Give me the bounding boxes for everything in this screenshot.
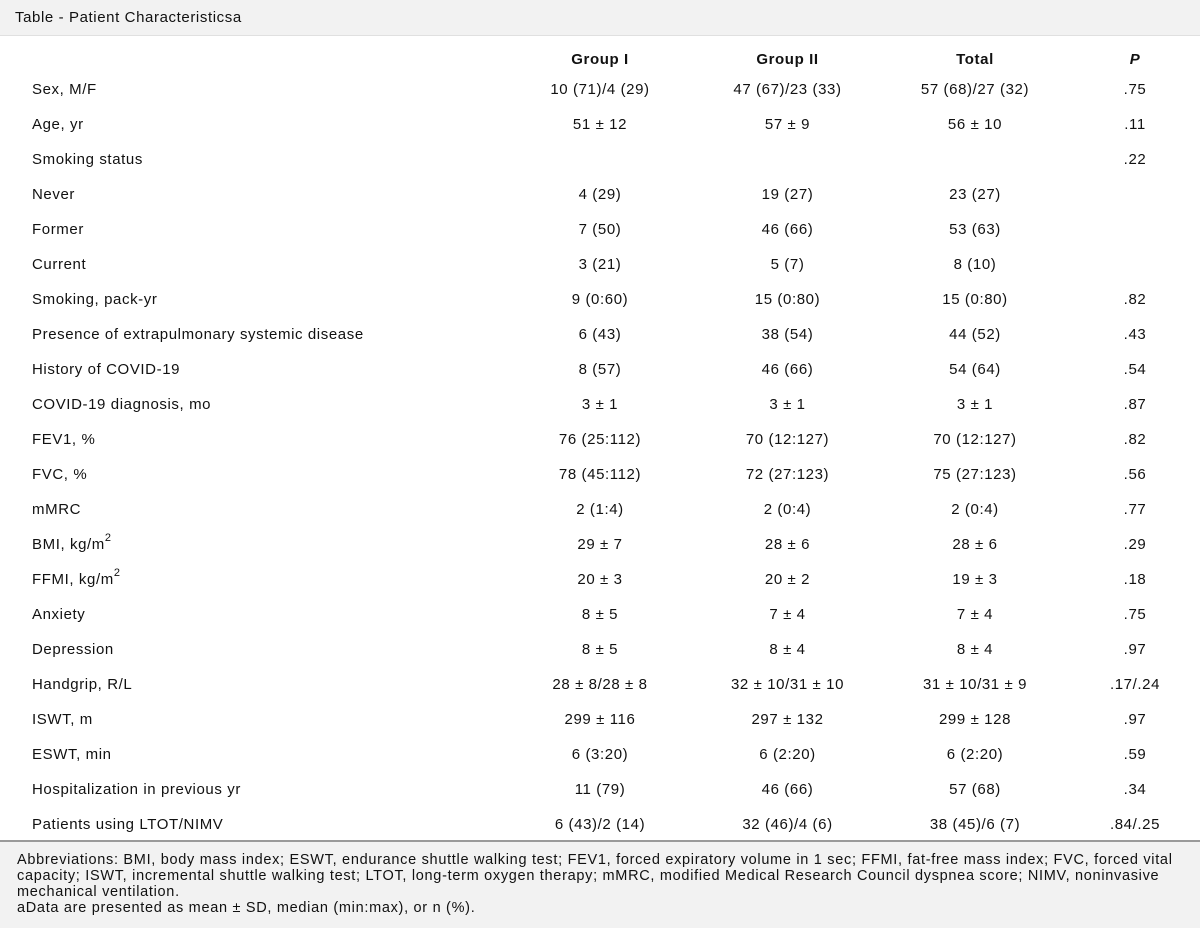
p-value: .82: [1123, 431, 1147, 448]
group-1-value: 6 (43): [578, 326, 622, 343]
row-label: [0, 212, 505, 247]
row-label-text: Age, yr: [32, 116, 84, 133]
group-2-value: 32 (46)/4 (6): [742, 816, 833, 833]
table-row: [0, 107, 1200, 142]
row-label-text: COVID-19 diagnosis, mo: [32, 396, 212, 413]
p-value: .18: [1123, 571, 1147, 588]
row-label-text: ESWT, min: [32, 746, 112, 763]
group-2-value: 57 ± 9: [764, 116, 811, 133]
row-label: [0, 247, 505, 282]
group-2-value: 46 (66): [761, 361, 814, 378]
p-value: .22: [1123, 151, 1147, 168]
row-label-text: Patients using LTOT/NIMV: [32, 816, 224, 833]
total-value: 38 (45)/6 (7): [929, 816, 1021, 833]
row-label: [0, 387, 505, 422]
group-2-value: 5 (7): [770, 256, 805, 273]
total-value: 75 (27:123): [933, 466, 1017, 483]
column-header-label: [0, 36, 505, 72]
group-1-value: 78 (45:112): [558, 466, 642, 483]
total-value: 6 (2:20): [946, 746, 1004, 763]
total-value: 8 ± 4: [956, 641, 994, 658]
group-1-value: 9 (0:60): [571, 291, 629, 308]
group-1-value: 28 ± 8/28 ± 8: [552, 676, 648, 693]
p-value: .54: [1123, 361, 1147, 378]
table-row: [0, 142, 1200, 177]
total-value: 23 (27): [949, 186, 1001, 203]
group-1-value: 6 (3:20): [571, 746, 629, 763]
p-value: .56: [1123, 466, 1147, 483]
row-label-superscript: 2: [104, 532, 112, 544]
p-value: .97: [1123, 641, 1147, 658]
row-label: [0, 632, 505, 667]
table-row: [0, 457, 1200, 492]
total-value: 57 (68)/27 (32): [920, 81, 1030, 98]
group-2-value: 7 ± 4: [769, 606, 806, 623]
group-2-value: 46 (66): [761, 781, 814, 798]
total-value: 15 (0:80): [942, 291, 1008, 308]
table-row: [0, 177, 1200, 212]
p-value: [1070, 247, 1200, 282]
row-label: [0, 72, 505, 107]
abbreviations-note: Abbreviations: BMI, body mass index; ESWT, endurance shuttle walking test; FEV1, forced expiratory volume in 1 sec; FFMI, fat-free mass index; FVC, forced vital capacity; ISWT, incremental shuttle walking test; LTOT, long-term oxygen therapy; mMRC, modified Medical Research Council dyspnea score; NIMV, noninvasive mechanical ventilation.: [17, 852, 1173, 900]
table-row: [0, 562, 1200, 597]
row-label-text: Sex, M/F: [32, 81, 97, 98]
row-label: [0, 142, 505, 177]
total-value: 31 ± 10/31 ± 9: [922, 676, 1028, 693]
group-1-value: 7 (50): [578, 221, 622, 238]
row-label-text: Smoking, pack-yr: [32, 291, 158, 308]
group-1-value: 51 ± 12: [572, 116, 628, 133]
table-row: [0, 807, 1200, 842]
column-header-group-1: Group I: [571, 51, 629, 68]
table-row: [0, 212, 1200, 247]
group-1-value: 29 ± 7: [577, 536, 623, 553]
row-label-text: Handgrip, R/L: [32, 676, 133, 693]
row-label-text: Depression: [32, 641, 114, 658]
group-2-value: [695, 142, 880, 177]
group-1-value: 20 ± 3: [577, 571, 623, 588]
total-value: [880, 142, 1070, 177]
table-row: [0, 282, 1200, 317]
table-row: [0, 772, 1200, 807]
table-row: [0, 667, 1200, 702]
p-value: .59: [1123, 746, 1147, 763]
table-row: [0, 702, 1200, 737]
p-value: .34: [1123, 781, 1147, 798]
row-label: [0, 317, 505, 352]
row-label-text: Current: [32, 256, 87, 273]
row-label-text: Smoking status: [32, 151, 143, 168]
group-1-value: 6 (43)/2 (14): [554, 816, 646, 833]
table-title: Table - Patient Characteristicsa: [15, 9, 242, 26]
header-row: [0, 36, 1200, 72]
total-value: 28 ± 6: [952, 536, 998, 553]
total-value: 54 (64): [949, 361, 1001, 378]
table-row: [0, 387, 1200, 422]
group-1-value: 3 ± 1: [581, 396, 619, 413]
row-label-text: Anxiety: [32, 606, 86, 623]
row-label: [0, 807, 505, 842]
p-value: .11: [1124, 116, 1146, 133]
p-value: .75: [1123, 606, 1147, 623]
group-2-value: 70 (12:127): [745, 431, 830, 448]
row-label: [0, 737, 505, 772]
row-label: [0, 177, 505, 212]
p-value: [1070, 212, 1200, 247]
group-1-value: 76 (25:112): [558, 431, 642, 448]
table-row: [0, 737, 1200, 772]
group-2-value: 6 (2:20): [759, 746, 816, 763]
p-value: .84/.25: [1109, 816, 1161, 833]
total-value: 8 (10): [953, 256, 997, 273]
total-value: 299 ± 128: [938, 711, 1012, 728]
group-2-value: 46 (66): [761, 221, 814, 238]
group-2-value: 47 (67)/23 (33): [733, 81, 842, 98]
group-1-value: 3 (21): [578, 256, 622, 273]
total-value: 57 (68): [949, 781, 1001, 798]
patient-characteristics-table: [0, 36, 1200, 842]
table-row: [0, 422, 1200, 457]
row-label: [0, 597, 505, 632]
row-label: [0, 422, 505, 457]
group-2-value: 32 ± 10/31 ± 10: [730, 676, 845, 693]
row-label: [0, 667, 505, 702]
table-row: [0, 597, 1200, 632]
row-label-superscript: 2: [113, 567, 121, 579]
row-label-text: History of COVID-19: [32, 361, 181, 378]
p-value: .77: [1123, 501, 1147, 518]
table-row: [0, 632, 1200, 667]
group-1-value: 8 ± 5: [581, 606, 619, 623]
group-1-value: 4 (29): [578, 186, 622, 203]
row-label-text: Hospitalization in previous yr: [32, 781, 241, 798]
group-2-value: 20 ± 2: [764, 571, 811, 588]
row-label: [0, 457, 505, 492]
group-1-value: 299 ± 116: [564, 711, 636, 728]
data-presentation-note: aData are presented as mean ± SD, median (min:max), or n (%).: [17, 900, 476, 916]
table-row: [0, 527, 1200, 562]
row-label: [0, 107, 505, 142]
column-header-p-value: P: [1129, 51, 1141, 68]
row-label-text: Former: [32, 221, 84, 238]
row-label-text: BMI, kg/m: [32, 536, 105, 553]
table-row: [0, 317, 1200, 352]
table-footer: [0, 840, 1200, 928]
row-label: [0, 282, 505, 317]
group-1-value: 8 (57): [578, 361, 622, 378]
group-1-value: 8 ± 5: [581, 641, 619, 658]
total-value: 2 (0:4): [951, 501, 999, 518]
total-value: 19 ± 3: [952, 571, 998, 588]
p-value: .87: [1123, 396, 1147, 413]
table-row: [0, 492, 1200, 527]
row-label-text: mMRC: [32, 501, 82, 518]
row-label: [0, 492, 505, 527]
group-1-value: 11 (79): [574, 781, 626, 798]
group-1-value: [505, 142, 695, 177]
group-2-value: 19 (27): [761, 186, 814, 203]
p-value: [1070, 177, 1200, 212]
group-2-value: 2 (0:4): [763, 501, 812, 518]
total-value: 7 ± 4: [956, 606, 994, 623]
total-value: 70 (12:127): [933, 431, 1017, 448]
row-label: [0, 527, 505, 562]
row-label-text: Presence of extrapulmonary systemic disease: [32, 326, 364, 343]
row-label-text: FVC, %: [32, 466, 88, 483]
p-value: .43: [1123, 326, 1147, 343]
group-2-value: 8 ± 4: [769, 641, 806, 658]
row-label: [0, 352, 505, 387]
column-header-total: Total: [956, 51, 994, 68]
row-label-text: ISWT, m: [32, 711, 93, 728]
p-value: .75: [1123, 81, 1147, 98]
row-label: [0, 702, 505, 737]
column-header-group-2: Group II: [756, 51, 819, 68]
row-label-text: Never: [32, 186, 76, 203]
total-value: 3 ± 1: [956, 396, 994, 413]
p-value: .82: [1123, 291, 1147, 308]
total-value: 53 (63): [949, 221, 1001, 238]
table-row: [0, 247, 1200, 282]
table-row: [0, 72, 1200, 107]
row-label: [0, 562, 505, 597]
table-row: [0, 352, 1200, 387]
group-1-value: 10 (71)/4 (29): [550, 81, 650, 98]
group-2-value: 15 (0:80): [754, 291, 821, 308]
table-area: [0, 36, 1200, 840]
total-value: 44 (52): [949, 326, 1001, 343]
row-label: [0, 772, 505, 807]
group-2-value: 28 ± 6: [764, 536, 811, 553]
total-value: 56 ± 10: [947, 116, 1003, 133]
table-body: [0, 72, 1200, 842]
p-value: .17/.24: [1109, 676, 1161, 693]
group-1-value: 2 (1:4): [576, 501, 624, 518]
row-label-text: FFMI, kg/m: [32, 571, 114, 588]
p-value: .97: [1123, 711, 1147, 728]
group-2-value: 3 ± 1: [769, 396, 806, 413]
group-2-value: 297 ± 132: [751, 711, 824, 728]
p-value: .29: [1123, 536, 1147, 553]
table-title-bar: [0, 0, 1200, 36]
group-2-value: 38 (54): [761, 326, 814, 343]
row-label-text: FEV1, %: [32, 431, 96, 448]
group-2-value: 72 (27:123): [745, 466, 830, 483]
